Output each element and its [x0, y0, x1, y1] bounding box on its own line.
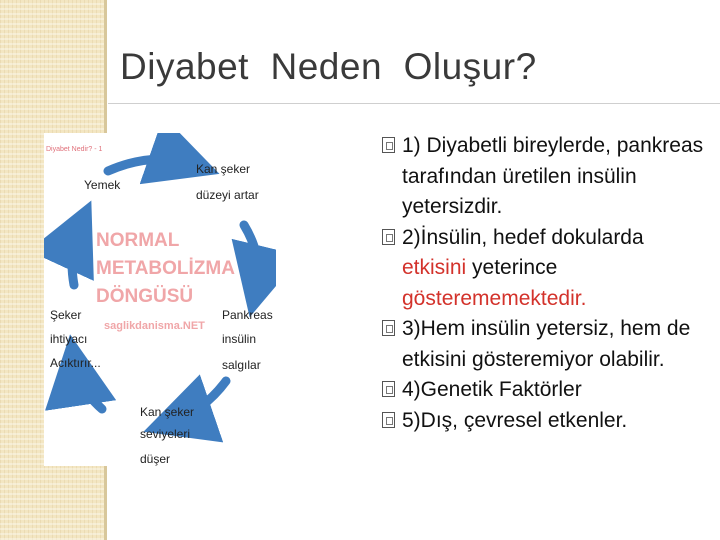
- bullet-item-5: [382, 406, 712, 437]
- bullet-item-3: [382, 314, 712, 375]
- label-kan-seker-duser: Kan şeker seviyeleri düşer: [140, 405, 195, 466]
- label-kan-seker-artar: Kan şeker düzeyi artar: [196, 162, 259, 202]
- bullet-item-4: [382, 375, 712, 406]
- label-seker-ihtiyaci: Şeker ihtiyacı Acıktırır...: [50, 308, 101, 370]
- square-bullet-icon: [382, 137, 395, 153]
- square-bullet-icon: [382, 229, 395, 245]
- bullet-item-1: [382, 131, 712, 223]
- cycle-arrow-right: [244, 225, 258, 291]
- watermark-site: saglikdanisma.NET: [104, 320, 205, 332]
- metabolism-cycle-figure: [44, 133, 276, 466]
- bullet-text: 3)Hem insülin yetersiz, hem de etkisini gösteremiyor olabilir.: [402, 317, 691, 371]
- label-pankreas: Pankreas insülin salgılar: [222, 308, 273, 372]
- slide-title: Diyabet Neden Oluşur?: [120, 46, 537, 87]
- watermark-title: NORMAL METABOLİZMA DÖNGÜSÜ: [96, 230, 235, 307]
- figure-corner-caption: Diyabet Nedir? - 1: [46, 146, 103, 153]
- square-bullet-icon: [382, 381, 395, 397]
- bullet-text: 2)İnsülin, hedef dokularda: [402, 225, 644, 249]
- bullet-item-2: [382, 223, 712, 315]
- bullet-text: 1) Diyabetli bireylerde, pankreas tarafından üretilen insülin yetersizdir.: [402, 134, 704, 218]
- bullet-text: 5)Dış, çevresel etkenler.: [402, 408, 628, 432]
- cycle-arrow-left: [72, 225, 80, 285]
- square-bullet-icon: [382, 412, 395, 428]
- bullet-text: yeterince: [466, 256, 558, 279]
- bullet-text: 4)Genetik Faktörler: [402, 378, 582, 401]
- bullet-highlight: gösterememektedir.: [402, 286, 587, 310]
- label-yemek: Yemek: [84, 178, 121, 192]
- metabolism-cycle-diagram: [44, 133, 276, 466]
- bullet-highlight: etkisini: [402, 256, 467, 279]
- cycle-arrow-top: [108, 159, 194, 171]
- square-bullet-icon: [382, 320, 395, 336]
- title-underline: [108, 103, 720, 104]
- bullet-list: [382, 131, 712, 436]
